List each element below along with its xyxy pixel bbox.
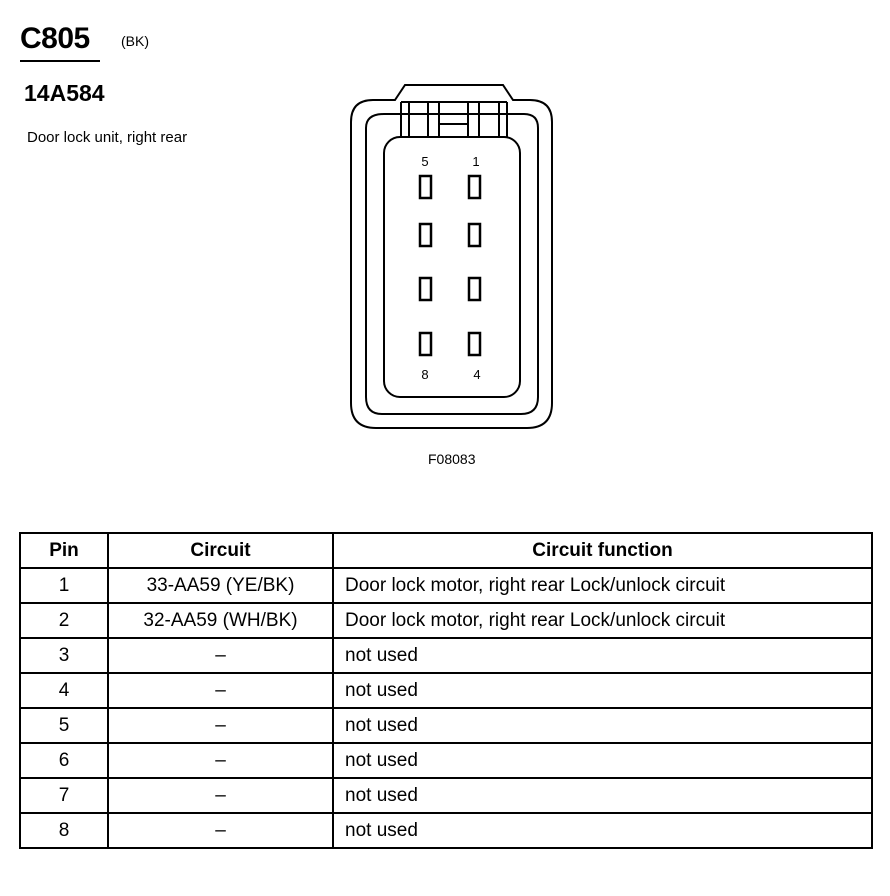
pin-number: 6 <box>20 743 108 778</box>
circuit-function: not used <box>333 708 872 743</box>
pinout-table <box>19 532 873 849</box>
circuit-code: – <box>108 813 333 848</box>
pin-cavity <box>420 176 431 198</box>
connector-description: Door lock unit, right rear <box>27 129 188 146</box>
circuit-code: – <box>108 778 333 813</box>
circuit-code: 32-AA59 (WH/BK) <box>108 603 333 638</box>
connector-color: (BK) <box>121 33 149 49</box>
circuit-code: 33-AA59 (YE/BK) <box>108 568 333 603</box>
circuit-function: Door lock motor, right rear Lock/unlock circuit <box>333 568 872 603</box>
part-number: 14A584 <box>24 80 105 106</box>
table-header-row <box>20 533 872 568</box>
pin-number: 8 <box>20 813 108 848</box>
circuit-function: not used <box>333 743 872 778</box>
figure-code: F08083 <box>428 451 476 467</box>
pin-cavity <box>469 333 480 355</box>
pin-cavity <box>420 224 431 246</box>
pin-cavity <box>469 278 480 300</box>
pin-number: 5 <box>20 708 108 743</box>
column-header-circuit: Circuit <box>108 533 333 568</box>
connector-inner-housing <box>366 114 538 414</box>
table-row <box>20 673 872 708</box>
table-row <box>20 743 872 778</box>
table-row <box>20 708 872 743</box>
pin-label-bottom-left: 8 <box>421 367 429 382</box>
column-header-circuit-function: Circuit function <box>333 533 872 568</box>
circuit-function: not used <box>333 673 872 708</box>
pin-cavity <box>469 176 480 198</box>
pin-number: 2 <box>20 603 108 638</box>
pin-label-top-right: 1 <box>472 154 480 169</box>
circuit-function: not used <box>333 813 872 848</box>
locking-tab <box>401 102 507 137</box>
table-row <box>20 603 872 638</box>
pin-label-bottom-right: 4 <box>473 367 481 382</box>
pin-cavity <box>420 278 431 300</box>
circuit-code: – <box>108 708 333 743</box>
circuit-code: – <box>108 638 333 673</box>
pin-cavity <box>469 224 480 246</box>
pin-number: 7 <box>20 778 108 813</box>
column-header-pin: Pin <box>20 533 108 568</box>
circuit-code: – <box>108 673 333 708</box>
pin-label-top-left: 5 <box>421 154 429 169</box>
pin-cavity <box>420 333 431 355</box>
table-row <box>20 813 872 848</box>
pin-number: 3 <box>20 638 108 673</box>
table-row <box>20 778 872 813</box>
circuit-function: not used <box>333 638 872 673</box>
table-row <box>20 568 872 603</box>
circuit-function: Door lock motor, right rear Lock/unlock circuit <box>333 603 872 638</box>
circuit-code: – <box>108 743 333 778</box>
table-row <box>20 638 872 673</box>
pin-number: 1 <box>20 568 108 603</box>
circuit-function: not used <box>333 778 872 813</box>
connector-id: C805 <box>20 22 90 55</box>
pin-number: 4 <box>20 673 108 708</box>
connector-pin-face <box>384 137 520 397</box>
